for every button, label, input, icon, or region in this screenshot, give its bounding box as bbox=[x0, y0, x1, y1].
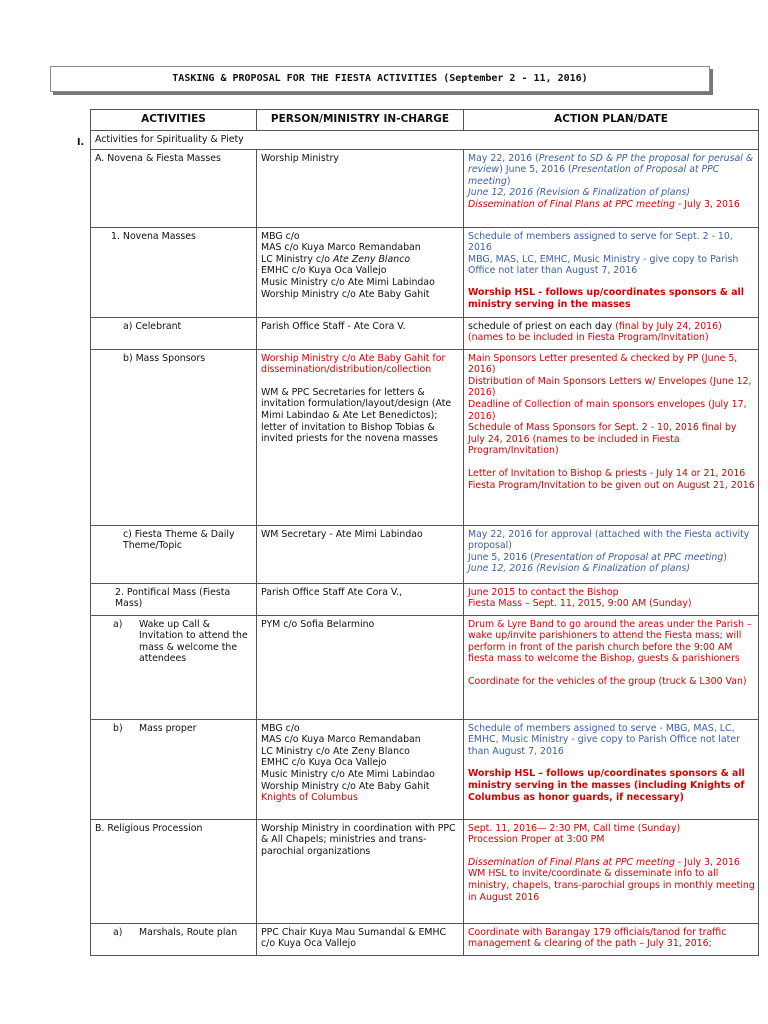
fiesta-plan-table bbox=[90, 109, 759, 956]
table-header-row bbox=[91, 110, 759, 131]
table-row bbox=[91, 615, 759, 719]
table-row bbox=[91, 317, 759, 349]
person-cell: MBG c/o MAS c/o Kuya Marco Remandaban LC Ministry c/o Ate Zeny Blanco EMHC c/o Kuya Oca Vallejo Music Ministry c/o Ate Mimi Labindao Worship Ministry c/o Ate Baby Gahit bbox=[257, 227, 464, 317]
plan-cell: Sept. 11, 2016— 2:30 PM, Call time (Sunday) Procession Proper at 3:00 PM Dissemination of Final Plans at PPC meeting - July 3, 2016 WM HSL to invite/coordinate & disseminate info to all ministry, chapels, trans-parochial groups in monthly meeting in August 2016 bbox=[464, 819, 759, 923]
activity-cell: B. Religious Procession bbox=[91, 819, 257, 923]
table-row bbox=[91, 525, 759, 583]
activity-cell: b) Mass proper bbox=[91, 719, 257, 819]
table-row bbox=[91, 819, 759, 923]
plan-cell: schedule of priest on each day (final by July 24, 2016) (names to be included in Fiesta Program/Invitation) bbox=[464, 317, 759, 349]
person-cell: Worship Ministry c/o Ate Baby Gahit for dissemination/distribution/collection WM & PPC Secretaries for letters & invitation formulation/layout/design (Ate Mimi Labindao & Ate Let Benedictos); letter of invitation to Bishop Tobias & invited priests for the novena masses bbox=[257, 349, 464, 525]
table-row bbox=[91, 583, 759, 615]
person-cell: Worship Ministry in coordination with PPC & All Chapels; ministries and trans-parochial organizations bbox=[257, 819, 464, 923]
section-row bbox=[91, 131, 759, 150]
table-row bbox=[91, 923, 759, 955]
plan-cell: Main Sponsors Letter presented & checked by PP (June 5, 2016) Distribution of Main Sponsors Letters w/ Envelopes (June 12, 2016) Deadline of Collection of main sponsors envelopes (July 17, 2016) Schedule of Mass Sponsors for Sept. 2 - 10, 2016 final by July 24, 2016 (names to be included in Fiesta Program/Invitation) Letter of Invitation to Bishop & priests - July 14 or 21, 2016 Fiesta Program/Invitation to be given out on August 21, 2016 bbox=[464, 349, 759, 525]
plan-cell: Schedule of members assigned to serve for Sept. 2 - 10, 2016 MBG, MAS, LC, EMHC, Music Ministry - give copy to Parish Office not later than August 7, 2016 Worship HSL - follows up/coordinates sponsors & all ministry serving in the masses bbox=[464, 227, 759, 317]
activity-cell: c) Fiesta Theme & Daily Theme/Topic bbox=[91, 525, 257, 583]
activity-cell: a) Celebrant bbox=[91, 317, 257, 349]
table-row bbox=[91, 349, 759, 525]
plan-cell: Drum & Lyre Band to go around the areas under the Parish – wake up/invite parishioners to attend the Fiesta mass; will perform in front of the parish church before the 9:00 AM fiesta mass to welcome the Bishop, guests & parishioners Coordinate for the vehicles of the group (truck & L300 Van) bbox=[464, 615, 759, 719]
header-activities: ACTIVITIES bbox=[91, 110, 257, 131]
activity-cell: a) Marshals, Route plan bbox=[91, 923, 257, 955]
person-cell: WM Secretary - Ate Mimi Labindao bbox=[257, 525, 464, 583]
person-cell: Parish Office Staff - Ate Cora V. bbox=[257, 317, 464, 349]
header-action-plan: ACTION PLAN/DATE bbox=[464, 110, 759, 131]
document-title: TASKING & PROPOSAL FOR THE FIESTA ACTIVITIES (September 2 - 11, 2016) bbox=[50, 66, 710, 92]
person-cell: MBG c/o MAS c/o Kuya Marco Remandaban LC Ministry c/o Ate Zeny Blanco EMHC c/o Kuya Oca Vallejo Music Ministry c/o Ate Mimi Labindao Worship Ministry c/o Ate Baby Gahit Knights of Columbus bbox=[257, 719, 464, 819]
person-cell: PPC Chair Kuya Mau Sumandal & EMHC c/o Kuya Oca Vallejo bbox=[257, 923, 464, 955]
table-row bbox=[91, 149, 759, 227]
header-person: PERSON/MINISTRY IN-CHARGE bbox=[257, 110, 464, 131]
table-row bbox=[91, 719, 759, 819]
activity-cell: A. Novena & Fiesta Masses bbox=[91, 149, 257, 227]
plan-cell: Schedule of members assigned to serve - MBG, MAS, LC, EMHC, Music Ministry - give copy to Parish Office not later than August 7, 2016 Worship HSL – follows up/coordinates sponsors & all ministry serving in the masses (including Knights of Columbus as honor guards, if necessary) bbox=[464, 719, 759, 819]
activity-cell: a) Wake up Call & Invitation to attend the mass & welcome the attendees bbox=[91, 615, 257, 719]
plan-cell: May 22, 2016 for approval (attached with the Fiesta activity proposal) June 5, 2016 (Presentation of Proposal at PPC meeting) June 12, 2016 (Revision & Finalization of plans) bbox=[464, 525, 759, 583]
section-title: Activities for Spirituality & Piety bbox=[91, 131, 759, 150]
activity-cell: 2. Pontifical Mass (Fiesta Mass) bbox=[91, 583, 257, 615]
activity-cell: 1. Novena Masses bbox=[91, 227, 257, 317]
table-row bbox=[91, 227, 759, 317]
person-cell: Worship Ministry bbox=[257, 149, 464, 227]
plan-cell: June 2015 to contact the Bishop Fiesta Mass – Sept. 11, 2015, 9:00 AM (Sunday) bbox=[464, 583, 759, 615]
plan-cell: May 22, 2016 (Present to SD & PP the proposal for perusal & review) June 5, 2016 (Presentation of Proposal at PPC meeting) June 12, 2016 (Revision & Finalization of plans) Dissemination of Final Plans at PPC meeting - July 3, 2016 bbox=[464, 149, 759, 227]
person-cell: Parish Office Staff Ate Cora V., bbox=[257, 583, 464, 615]
person-cell: PYM c/o Sofia Belarmino bbox=[257, 615, 464, 719]
activity-cell: b) Mass Sponsors bbox=[91, 349, 257, 525]
plan-cell: Coordinate with Barangay 179 officials/tanod for traffic management & clearing of the path – July 31, 2016; bbox=[464, 923, 759, 955]
section-number: I. bbox=[77, 137, 85, 148]
